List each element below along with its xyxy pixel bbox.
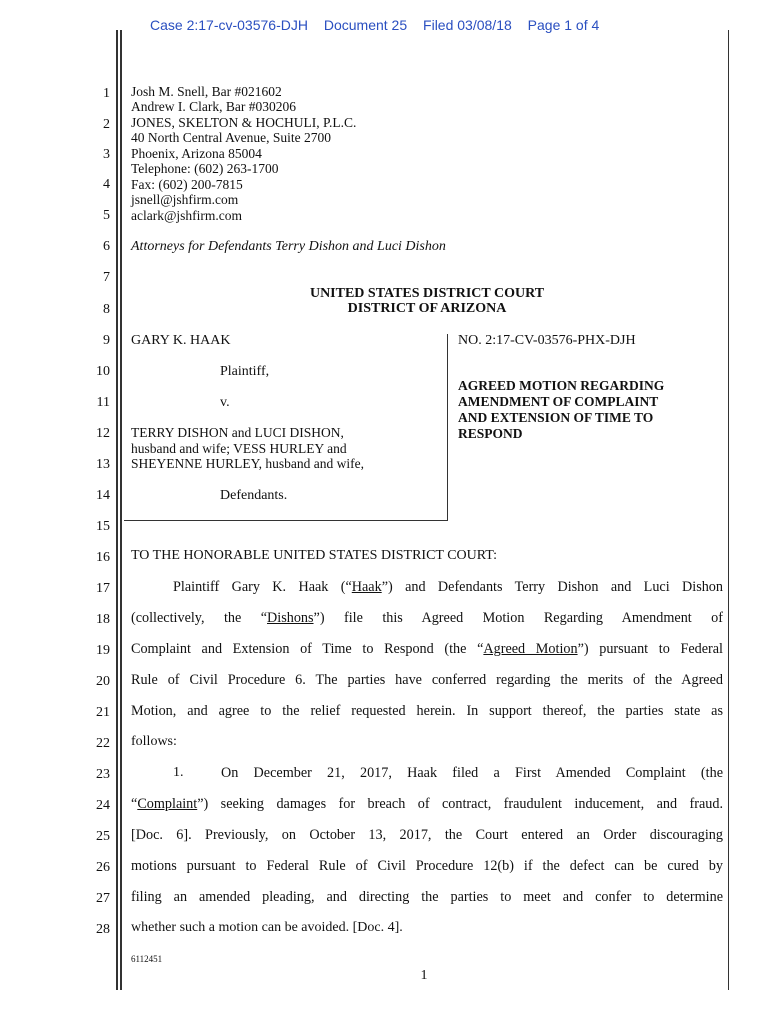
line-number: 27: [96, 891, 110, 906]
line-number: 3: [103, 147, 110, 162]
paragraph-number: 1.: [173, 765, 184, 780]
court-name: UNITED STATES DISTRICT COURT: [309, 286, 545, 301]
line-number: 25: [96, 829, 110, 844]
right-margin-rule: [728, 30, 729, 990]
body-line: follows:: [131, 734, 177, 749]
body-line: Rule of Civil Procedure 6. The parties have conferred regarding the merits of the Agreed: [131, 672, 723, 688]
line-number: 11: [96, 395, 110, 410]
body-line: Complaint and Extension of Time to Respond (the “Agreed Motion”) pursuant to Federal: [131, 641, 723, 657]
line-number: 14: [96, 488, 110, 503]
body-line: filing an amended pleading, and directing the parties to meet and confer to determine: [131, 889, 723, 905]
body-line: (collectively, the “Dishons”) file this Agreed Motion Regarding Amendment of: [131, 610, 723, 626]
line-number: 19: [96, 643, 110, 658]
line-number: 4: [103, 177, 110, 192]
line-number: 8: [103, 302, 110, 317]
body-line: On December 21, 2017, Haak filed a First Amended Complaint (the: [221, 765, 723, 781]
body-line: Motion, and agree to the relief requested herein. In support thereof, the parties state as: [131, 703, 723, 719]
left-margin-rule-inner: [120, 30, 122, 990]
line-number: 21: [96, 705, 110, 720]
line-number: 20: [96, 674, 110, 689]
page-count-header: Page 1 of 4: [527, 17, 600, 33]
motion-title: AND EXTENSION OF TIME TO: [458, 410, 654, 425]
plaintiff-name: GARY K. HAAK: [131, 333, 231, 348]
page-number: 1: [420, 968, 428, 983]
plaintiff-role: Plaintiff,: [220, 364, 270, 379]
line-number: 7: [103, 270, 110, 285]
line-number: 9: [103, 333, 110, 348]
firm-city: Phoenix, Arizona 85004: [131, 146, 262, 161]
document-number-header: Document 25: [323, 17, 408, 33]
filed-date-header: Filed 03/08/18: [423, 17, 512, 33]
line-number: 13: [96, 457, 110, 472]
ecf-header: [150, 17, 611, 33]
line-number: 15: [96, 519, 110, 534]
defendants-names: SHEYENNE HURLEY, husband and wife,: [131, 456, 364, 471]
case-number-header: Case 2:17-cv-03576-DJH: [150, 17, 308, 33]
body-line: [Doc. 6]. Previously, on October 13, 2017, the Court entered an Order discouraging: [131, 827, 723, 843]
caption-divider: [447, 334, 448, 520]
line-number: 17: [96, 581, 110, 596]
firm-fax: Fax: (602) 200-7815: [131, 177, 243, 192]
firm-address: 40 North Central Avenue, Suite 2700: [131, 130, 331, 145]
attorney-email: jsnell@jshfirm.com: [131, 192, 239, 207]
line-number: 10: [96, 364, 110, 379]
body-line: Plaintiff Gary K. Haak (“Haak”) and Defendants Terry Dishon and Luci Dishon: [173, 579, 723, 595]
defendants-names: husband and wife; VESS HURLEY and: [131, 441, 347, 456]
attorney-email: aclark@jshfirm.com: [131, 208, 243, 223]
line-number: 18: [96, 612, 110, 627]
firm-telephone: Telephone: (602) 263-1700: [131, 161, 279, 176]
line-number: 23: [96, 767, 110, 782]
attorney-name: Josh M. Snell, Bar #021602: [131, 84, 282, 99]
line-number: 5: [103, 208, 110, 223]
document-id: 6112451: [131, 954, 163, 964]
line-number: 2: [103, 117, 110, 132]
line-number: 26: [96, 860, 110, 875]
line-number: 16: [96, 550, 110, 565]
left-margin-rule-outer: [116, 30, 118, 990]
law-firm-name: JONES, SKELTON & HOCHULI, P.L.C.: [131, 115, 357, 130]
versus: v.: [220, 395, 230, 410]
line-number: 24: [96, 798, 110, 813]
case-number: NO. 2:17-CV-03576-PHX-DJH: [458, 333, 636, 348]
line-number: 6: [103, 239, 110, 254]
motion-title: AGREED MOTION REGARDING: [458, 378, 665, 393]
body-line: motions pursuant to Federal Rule of Civil Procedure 12(b) if the defect can be cured by: [131, 858, 723, 874]
attorneys-for: Attorneys for Defendants Terry Dishon and Luci Dishon: [131, 239, 446, 254]
defendants-names: TERRY DISHON and LUCI DISHON,: [131, 425, 344, 440]
line-number: 12: [96, 426, 110, 441]
body-line: whether such a motion can be avoided. [Doc. 4].: [131, 920, 403, 935]
motion-title: RESPOND: [458, 426, 523, 441]
motion-title: AMENDMENT OF COMPLAINT: [458, 394, 659, 409]
caption-bottom-rule: [124, 520, 448, 521]
line-number: 22: [96, 736, 110, 751]
line-number: 28: [96, 922, 110, 937]
body-line: “Complaint”) seeking damages for breach of contract, fraudulent inducement, and fraud.: [131, 796, 723, 812]
attorney-name: Andrew I. Clark, Bar #030206: [131, 99, 296, 114]
court-district: DISTRICT OF ARIZONA: [347, 301, 507, 316]
salutation: TO THE HONORABLE UNITED STATES DISTRICT COURT:: [131, 548, 498, 563]
defendants-role: Defendants.: [220, 488, 288, 503]
line-number: 1: [103, 86, 110, 101]
